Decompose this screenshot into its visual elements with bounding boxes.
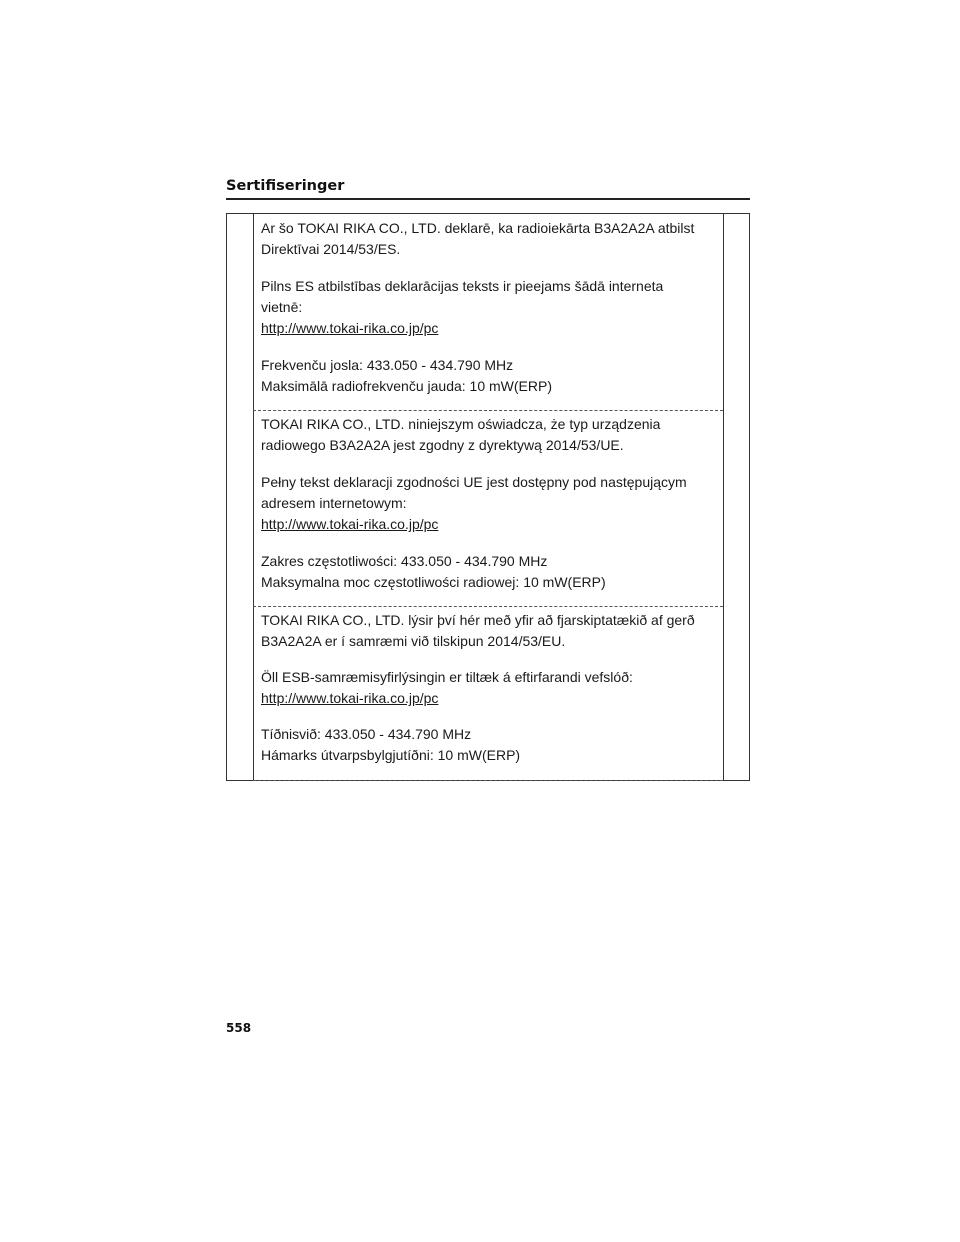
frequency-band: Tíðnisvið: 433.050 - 434.790 MHz (261, 726, 472, 742)
declaration-block-polish (261, 414, 701, 593)
left-margin-line (253, 214, 254, 780)
fulltext-line: Pilns ES atbilstības deklarācijas teksts ir pieejams šādā interneta (261, 278, 664, 294)
certification-table (226, 213, 750, 781)
declaration-link[interactable]: http://www.tokai-rika.co.jp/pc (261, 320, 439, 336)
declaration-line: Direktīvai 2014/53/ES. (261, 241, 401, 257)
section-divider (253, 410, 723, 411)
declaration-link[interactable]: http://www.tokai-rika.co.jp/pc (261, 516, 439, 532)
fulltext-line: Pełny tekst deklaracji zgodności UE jest dostępny pod następującym (261, 474, 687, 490)
max-power: Hámarks útvarpsbylgjutíðni: 10 mW(ERP) (261, 747, 521, 763)
declaration-line: TOKAI RIKA CO., LTD. niniejszym oświadcza, że typ urządzenia (261, 416, 661, 432)
max-power: Maksymalna moc częstotliwości radiowej: 10 mW(ERP) (261, 574, 606, 590)
fulltext-line: adresem internetowym: (261, 495, 407, 511)
declaration-line: radiowego B3A2A2A jest zgodny z dyrektywą 2014/53/UE. (261, 437, 624, 453)
section-divider (253, 606, 723, 607)
page-title: Sertifiseringer (226, 178, 345, 194)
declaration-line: B3A2A2A er í samræmi við tilskipun 2014/53/EU. (261, 633, 566, 649)
declaration-line: Ar šo TOKAI RIKA CO., LTD. deklarē, ka radioiekārta B3A2A2A atbilst (261, 220, 695, 236)
fulltext-line: Öll ESB-samræmisyfirlýsingin er tiltæk á eftirfarandi vefslóð: (261, 669, 633, 685)
max-power: Maksimālā radiofrekvenču jauda: 10 mW(ERP) (261, 378, 552, 394)
declaration-block-icelandic (261, 610, 701, 766)
section-divider (253, 780, 723, 781)
page-number: 558 (226, 1021, 252, 1035)
fulltext-line: vietnē: (261, 299, 303, 315)
frequency-band: Frekvenču josla: 433.050 - 434.790 MHz (261, 357, 514, 373)
title-divider (226, 198, 750, 200)
declaration-block-latvian (261, 218, 701, 397)
declaration-line: TOKAI RIKA CO., LTD. lýsir því hér með yfir að fjarskiptatækið af gerð (261, 612, 695, 628)
right-margin-line (723, 214, 724, 780)
frequency-band: Zakres częstotliwości: 433.050 - 434.790 MHz (261, 553, 548, 569)
declaration-link[interactable]: http://www.tokai-rika.co.jp/pc (261, 690, 439, 706)
